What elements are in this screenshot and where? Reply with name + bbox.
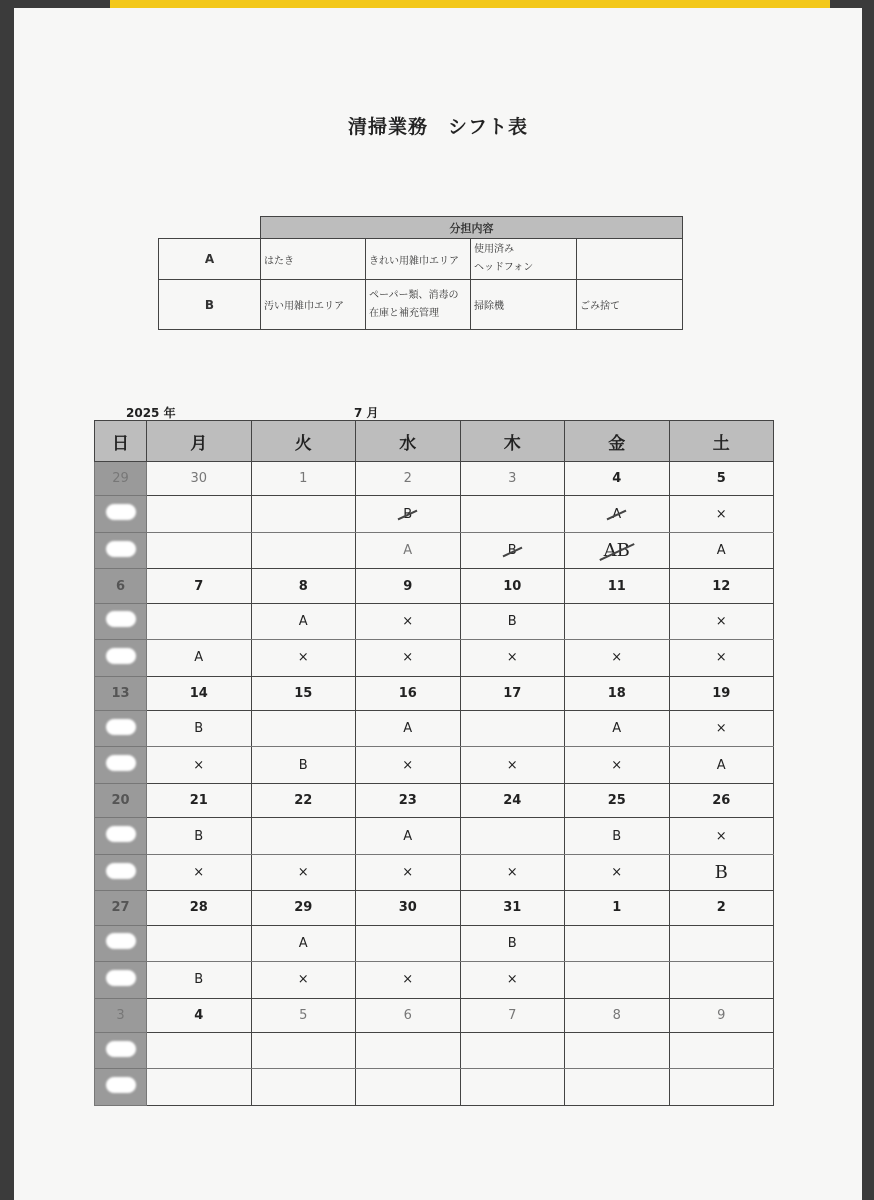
redaction-blob (106, 504, 136, 520)
shift-cell: B (147, 818, 252, 854)
shift-cell (147, 1069, 252, 1106)
shift-cell (669, 1032, 774, 1068)
date-cell: 3 (460, 462, 565, 496)
redaction-blob (106, 648, 136, 664)
redaction-blob (106, 970, 136, 986)
shift-cell (565, 496, 670, 532)
date-cell: 5 (251, 998, 356, 1032)
shift-cell (565, 962, 670, 998)
date-cell: 17 (460, 676, 565, 710)
redaction-blob (106, 719, 136, 735)
date-cell: 10 (460, 569, 565, 603)
shift-cell: B (460, 925, 565, 961)
date-cell: 1 (251, 462, 356, 496)
date-cell: 23 (356, 783, 461, 817)
shift-cell: × (565, 640, 670, 676)
shift-cell (460, 1069, 565, 1106)
date-cell: 6 (95, 569, 147, 603)
assignment-table (158, 216, 683, 330)
shift-cell: × (669, 818, 774, 854)
shift-cell (251, 711, 356, 747)
assignment-corner (159, 217, 261, 239)
shift-cell (147, 925, 252, 961)
shift-cell: × (565, 854, 670, 890)
shift-cell (669, 962, 774, 998)
weekday-header: 水 (356, 421, 461, 462)
date-cell: 22 (251, 783, 356, 817)
redaction-blob (106, 863, 136, 879)
shift-row-2 (95, 747, 774, 783)
weekday-header: 木 (460, 421, 565, 462)
shift-cell: × (565, 747, 670, 783)
date-cell: 28 (147, 891, 252, 925)
redaction-blob (106, 933, 136, 949)
shift-cell: × (251, 962, 356, 998)
shift-cell (356, 1069, 461, 1106)
shift-cell (356, 925, 461, 961)
shift-cell: A (251, 603, 356, 639)
assignment-label: B (159, 280, 261, 330)
date-row (95, 569, 774, 603)
shift-cell: A (669, 532, 774, 568)
shift-cell: × (356, 854, 461, 890)
crossed-out-entry: B (507, 543, 517, 559)
shift-cell: × (460, 854, 565, 890)
assignment-task: きれい用雑巾エリア (366, 239, 471, 280)
year-label: 2025 年 (126, 406, 176, 420)
shift-cell: A (669, 747, 774, 783)
shift-calendar (94, 420, 774, 1106)
shift-cell (460, 1032, 565, 1068)
date-cell: 25 (565, 783, 670, 817)
shift-row-2 (95, 854, 774, 890)
shift-cell: B (147, 962, 252, 998)
crossed-out-entry: A (612, 506, 622, 522)
shift-cell: × (669, 711, 774, 747)
redacted-name (95, 747, 147, 783)
shift-cell (251, 496, 356, 532)
date-cell: 9 (669, 998, 774, 1032)
assignment-label: A (159, 239, 261, 280)
assignment-row-a (159, 239, 683, 280)
shift-cell: × (147, 854, 252, 890)
redaction-blob (106, 541, 136, 557)
shift-row-2 (95, 962, 774, 998)
shift-cell: × (356, 962, 461, 998)
date-cell: 20 (95, 783, 147, 817)
weekday-header: 火 (251, 421, 356, 462)
date-row (95, 676, 774, 710)
shift-cell: × (460, 640, 565, 676)
shift-cell: × (147, 747, 252, 783)
shift-cell (147, 603, 252, 639)
shift-cell: × (251, 640, 356, 676)
assignment-row-b (159, 280, 683, 330)
shift-cell (251, 1032, 356, 1068)
assignment-task: はたき (261, 239, 366, 280)
date-cell: 16 (356, 676, 461, 710)
shift-row-1 (95, 496, 774, 532)
shift-cell (356, 496, 461, 532)
shift-cell: A (356, 711, 461, 747)
redacted-name (95, 496, 147, 532)
redacted-name (95, 532, 147, 568)
date-cell: 15 (251, 676, 356, 710)
date-row (95, 998, 774, 1032)
redacted-name (95, 854, 147, 890)
assignment-header: 分担内容 (261, 217, 683, 239)
assignment-task: 汚い用雑巾エリア (261, 280, 366, 330)
assignment-task: 使用済み ヘッドフォン (471, 239, 577, 280)
date-cell: 18 (565, 676, 670, 710)
shift-row-1 (95, 925, 774, 961)
date-cell: 6 (356, 998, 461, 1032)
date-row (95, 891, 774, 925)
shift-cell (565, 532, 670, 568)
shift-cell (460, 818, 565, 854)
shift-cell: × (669, 640, 774, 676)
shift-cell (565, 603, 670, 639)
date-cell: 5 (669, 462, 774, 496)
assignment-task: ごみ捨て (577, 280, 683, 330)
date-cell: 3 (95, 998, 147, 1032)
redaction-blob (106, 1041, 136, 1057)
date-cell: 29 (95, 462, 147, 496)
weekday-header-row (95, 421, 774, 462)
redacted-name (95, 962, 147, 998)
shift-cell: A (356, 818, 461, 854)
shift-cell (147, 532, 252, 568)
date-cell: 2 (356, 462, 461, 496)
date-cell: 29 (251, 891, 356, 925)
date-cell: 13 (95, 676, 147, 710)
shift-cell: × (356, 747, 461, 783)
shift-row-1 (95, 711, 774, 747)
date-cell: 8 (565, 998, 670, 1032)
shift-cell (565, 925, 670, 961)
date-cell: 1 (565, 891, 670, 925)
shift-cell (669, 925, 774, 961)
date-cell: 24 (460, 783, 565, 817)
shift-cell: × (669, 603, 774, 639)
shift-row-1 (95, 818, 774, 854)
shift-cell (251, 1069, 356, 1106)
shift-cell: × (356, 640, 461, 676)
date-cell: 27 (95, 891, 147, 925)
shift-cell: B (251, 747, 356, 783)
shift-cell (460, 532, 565, 568)
shift-cell (147, 496, 252, 532)
date-row (95, 462, 774, 496)
shift-cell (356, 1032, 461, 1068)
weekday-header: 土 (669, 421, 774, 462)
date-cell: 4 (565, 462, 670, 496)
weekday-header: 日 (95, 421, 147, 462)
shift-row-1 (95, 603, 774, 639)
assignment-task: ペーパー類、消毒の在庫と補充管理 (366, 280, 471, 330)
shift-cell: A (251, 925, 356, 961)
redacted-name (95, 1032, 147, 1068)
date-cell: 8 (251, 569, 356, 603)
redaction-blob (106, 1077, 136, 1093)
date-cell: 30 (356, 891, 461, 925)
date-cell: 7 (460, 998, 565, 1032)
weekday-header: 金 (565, 421, 670, 462)
shift-row-2 (95, 1069, 774, 1106)
shift-cell: B (565, 818, 670, 854)
shift-cell (669, 854, 774, 890)
redacted-name (95, 711, 147, 747)
date-cell: 21 (147, 783, 252, 817)
date-cell: 7 (147, 569, 252, 603)
redacted-name (95, 818, 147, 854)
redaction-blob (106, 755, 136, 771)
date-cell: 4 (147, 998, 252, 1032)
redacted-name (95, 640, 147, 676)
shift-cell: A (356, 532, 461, 568)
date-cell: 12 (669, 569, 774, 603)
date-cell: 30 (147, 462, 252, 496)
date-cell: 31 (460, 891, 565, 925)
shift-cell: × (460, 962, 565, 998)
shift-cell: B (147, 711, 252, 747)
shift-cell (147, 1032, 252, 1068)
redacted-name (95, 925, 147, 961)
handwritten-entry: B (714, 862, 728, 884)
shift-cell (460, 496, 565, 532)
shift-row-1 (95, 1032, 774, 1068)
date-cell: 11 (565, 569, 670, 603)
month-label: 7 月 (354, 406, 379, 420)
redacted-name (95, 1069, 147, 1106)
shift-cell: × (669, 496, 774, 532)
date-cell: 19 (669, 676, 774, 710)
shift-row-2 (95, 640, 774, 676)
shift-cell: A (147, 640, 252, 676)
date-cell: 26 (669, 783, 774, 817)
assignment-task (577, 239, 683, 280)
redaction-blob (106, 826, 136, 842)
shift-row-2 (95, 532, 774, 568)
date-row (95, 783, 774, 817)
shift-cell (669, 1069, 774, 1106)
shift-cell: A (565, 711, 670, 747)
shift-cell (251, 818, 356, 854)
shift-cell (460, 711, 565, 747)
redacted-name (95, 603, 147, 639)
crossed-out-entry: B (403, 506, 413, 522)
date-cell: 14 (147, 676, 252, 710)
shift-cell: × (251, 854, 356, 890)
weekday-header: 月 (147, 421, 252, 462)
page-title: 清掃業務 シフト表 (347, 116, 528, 138)
assignment-task: 掃除機 (471, 280, 577, 330)
shift-cell (565, 1032, 670, 1068)
shift-cell (565, 1069, 670, 1106)
date-cell: 2 (669, 891, 774, 925)
redaction-blob (106, 611, 136, 627)
shift-cell: × (356, 603, 461, 639)
shift-cell: × (460, 747, 565, 783)
shift-cell (251, 532, 356, 568)
crossed-out-entry: AB (603, 540, 630, 562)
shift-cell: B (460, 603, 565, 639)
date-cell: 9 (356, 569, 461, 603)
